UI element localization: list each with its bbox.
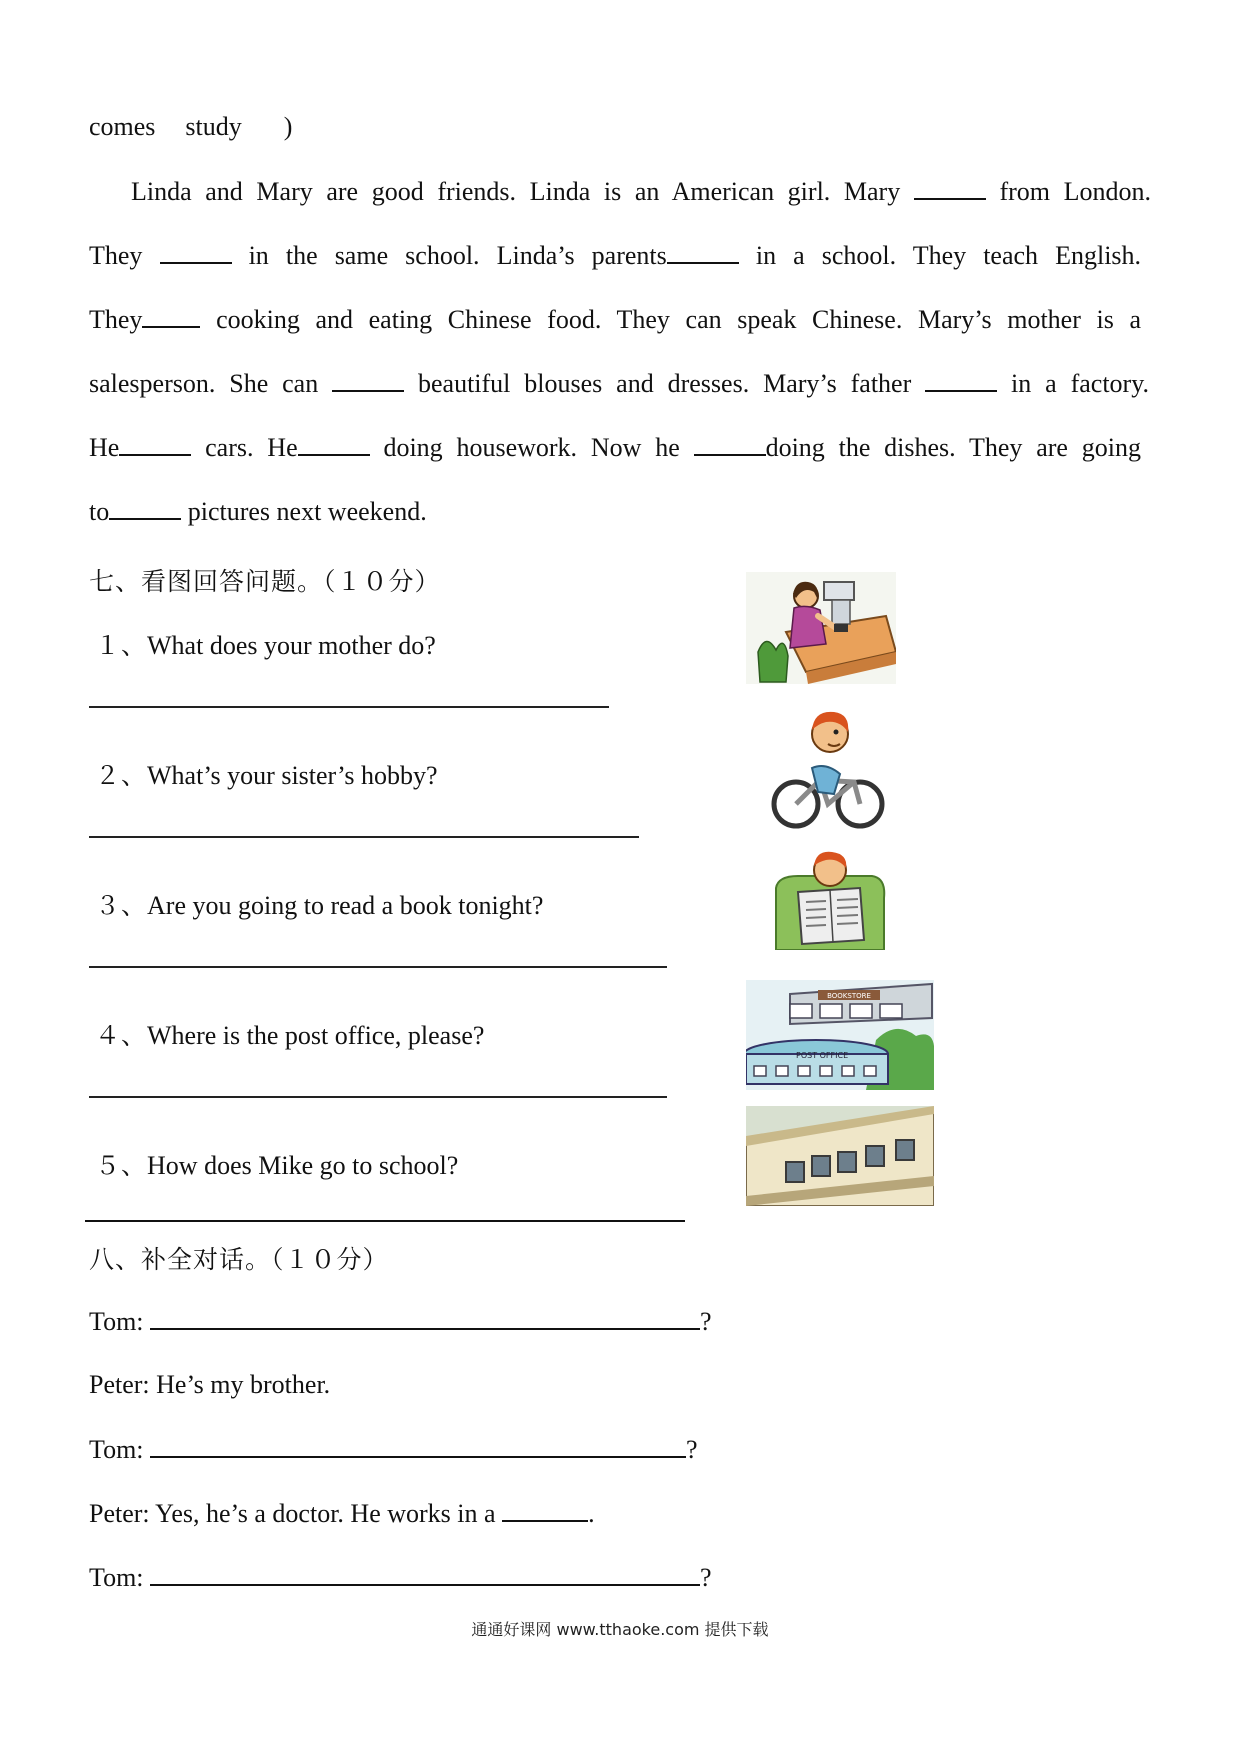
- word-bank-fragment: comes study ): [89, 112, 293, 141]
- dialogue-tom-2: Tom: ?: [89, 1435, 698, 1464]
- blank-9[interactable]: [694, 432, 766, 456]
- answer-line-4[interactable]: [89, 1096, 667, 1098]
- dialogue-peter-1: Peter: He’s my brother.: [89, 1370, 331, 1399]
- question-5: ５、How does Mike go to school?: [95, 1151, 459, 1180]
- blank-2[interactable]: [160, 240, 232, 264]
- section-8-title: 八、补全对话。（１０分）: [89, 1245, 389, 1274]
- passage-line-5: He cars. He doing housework. Now he doing the dishes. They are going: [89, 433, 1142, 462]
- post-office-sign: POST OFFICE: [796, 1051, 849, 1060]
- blank-10[interactable]: [109, 496, 181, 520]
- section-7-title: 七、看图回答问题。（１０分）: [89, 567, 441, 596]
- dialogue-blank-1[interactable]: [150, 1306, 700, 1330]
- bookstore-post-office-picture: [746, 980, 934, 1090]
- boy-riding-bike-picture: [768, 704, 886, 834]
- answer-line-3[interactable]: [89, 966, 667, 968]
- man-reading-newspaper-picture: [768, 848, 892, 950]
- question-4: ４、Where is the post office, please?: [95, 1021, 485, 1050]
- train-picture: [746, 1106, 934, 1206]
- passage-line-4: salesperson. She can beautiful blouses and dresses. Mary’s father in a factory.: [89, 369, 1150, 398]
- answer-line-1[interactable]: [89, 706, 609, 708]
- office-worker-picture: [746, 572, 896, 684]
- blank-8[interactable]: [298, 432, 370, 456]
- blank-6[interactable]: [925, 368, 997, 392]
- answer-line-5[interactable]: [85, 1220, 685, 1222]
- dialogue-blank-2[interactable]: [150, 1434, 686, 1458]
- passage-line-3: They cooking and eating Chinese food. They can speak Chinese. Mary’s mother is a: [89, 305, 1142, 334]
- dialogue-tom-1: Tom: ?: [89, 1307, 712, 1336]
- blank-4[interactable]: [142, 304, 200, 328]
- footer: 通通好课网 www.tthaoke.com 提供下载: [471, 1620, 769, 1639]
- bookstore-sign: BOOKSTORE: [827, 992, 871, 1000]
- blank-7[interactable]: [119, 432, 191, 456]
- blank-3[interactable]: [667, 240, 739, 264]
- passage-line-6: to pictures next weekend.: [89, 497, 427, 526]
- dialogue-blank-3[interactable]: [502, 1498, 588, 1522]
- blank-1[interactable]: [914, 176, 986, 200]
- passage-line-1: Linda and Mary are good friends. Linda is an American girl. Mary from London.: [131, 177, 1152, 206]
- dialogue-peter-2: Peter: Yes, he’s a doctor. He works in a .: [89, 1499, 595, 1528]
- dialogue-tom-3: Tom: ?: [89, 1563, 712, 1592]
- blank-5[interactable]: [332, 368, 404, 392]
- passage-line-2: They in the same school. Linda’s parents in a school. They teach English.: [89, 241, 1142, 270]
- answer-line-2[interactable]: [89, 836, 639, 838]
- question-3: ３、Are you going to read a book tonight?: [95, 891, 544, 920]
- question-2: ２、What’s your sister’s hobby?: [95, 761, 438, 790]
- dialogue-blank-4[interactable]: [150, 1562, 700, 1586]
- question-1: １、What does your mother do?: [95, 631, 436, 660]
